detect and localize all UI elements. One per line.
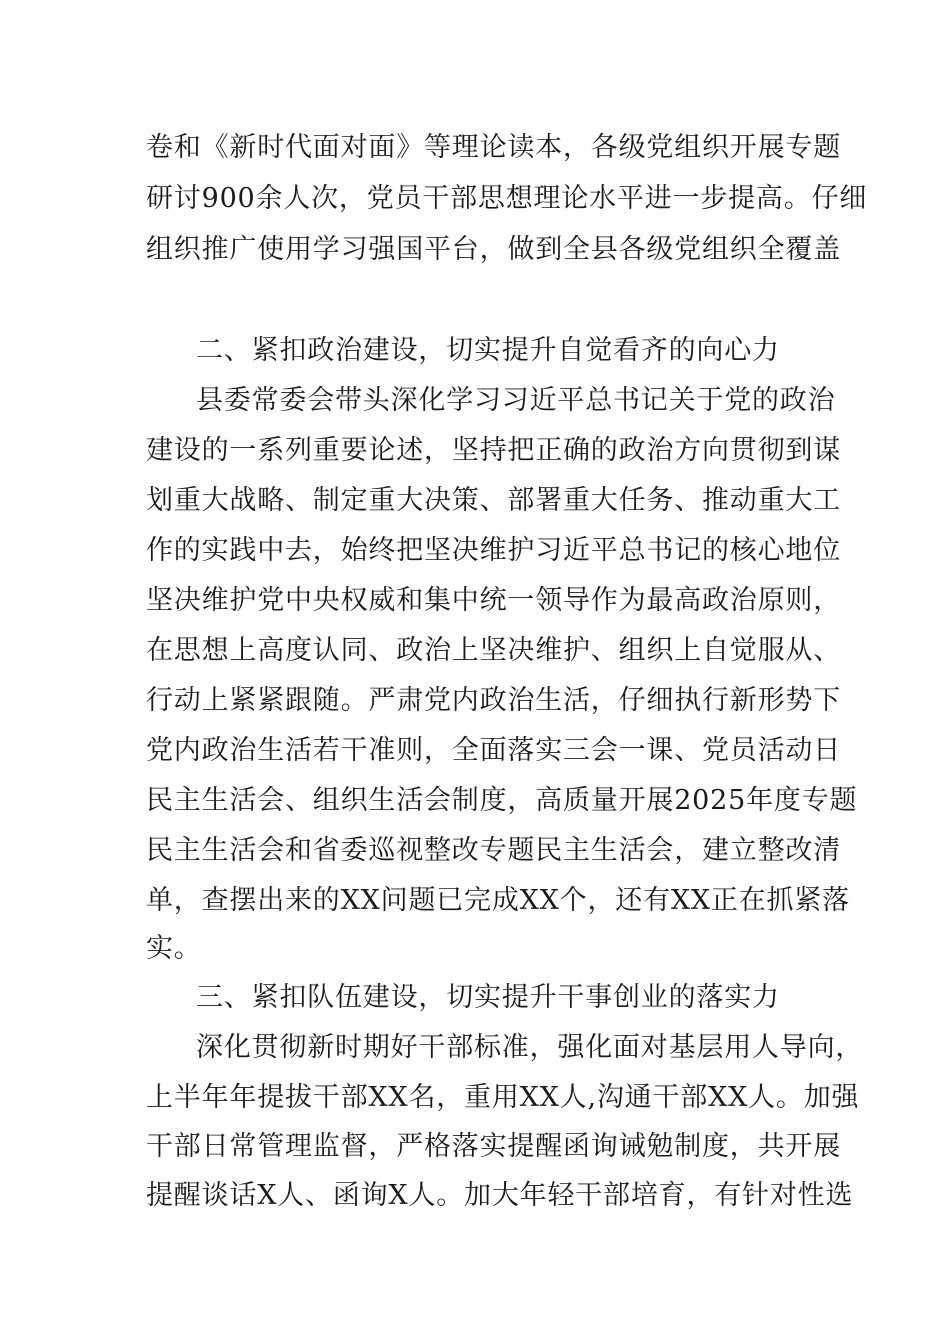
body-text-line: 干部日常管理监督，严格落实提醒函询诫勉制度，共开展 (146, 1131, 841, 1162)
body-text-line: 民主生活会和省委巡视整改专题民主生活会，建立整改清 (146, 835, 841, 866)
body-text-line: 单，查摆出来的XX问题已完成XX个，还有XX正在抓紧落 (146, 885, 850, 916)
body-text-line: 深化贯彻新时期好干部标准，强化面对基层用人导向， (196, 1032, 864, 1063)
body-text-line: 坚决维护党中央权威和集中统一领导作为最高政治原则， (146, 585, 841, 616)
section-heading-3: 三、紧扣队伍建设，切实提升干事创业的落实力 (196, 982, 780, 1013)
section-heading-2: 二、紧扣政治建设，切实提升自觉看齐的向心力 (196, 335, 780, 366)
body-text-line: 行动上紧紧跟随。严肃党内政治生活，仔细执行新形势下 (146, 685, 841, 716)
body-text-line: 党内政治生活若干准则，全面落实三会一课、党员活动日 (146, 735, 841, 766)
body-text-line: 在思想上高度认同、政治上坚决维护、组织上自觉服从、 (146, 635, 841, 666)
body-text-line: 划重大战略、制定重大决策、部署重大任务、推动重大工 (146, 485, 841, 516)
body-text-line: 建设的一系列重要论述，坚持把正确的政治方向贯彻到谋 (146, 435, 841, 466)
body-text-line: 民主生活会、组织生活会制度，高质量开展2025年度专题 (146, 785, 858, 816)
body-text-line: 提醒谈话X人、函询X人。加大年轻干部培育，有针对性选 (146, 1180, 854, 1211)
body-text-line: 实。 (146, 933, 202, 964)
body-text-line: 组织推广使用学习强国平台，做到全县各级党组织全覆盖 (146, 234, 841, 265)
body-text-line: 县委常委会带头深化学习习近平总书记关于党的政治 (196, 385, 836, 416)
body-text-line: 卷和《新时代面对面》等理论读本，各级党组织开展专题 (146, 132, 841, 163)
body-text-line: 作的实践中去，始终把坚决维护习近平总书记的核心地位 (146, 535, 841, 566)
body-text-line: 研讨900余人次，党员干部思想理论水平进一步提高。仔细 (146, 183, 868, 214)
body-text-line: 上半年年提拔干部XX名，重用XX人,沟通干部XX人。加强 (146, 1082, 860, 1113)
